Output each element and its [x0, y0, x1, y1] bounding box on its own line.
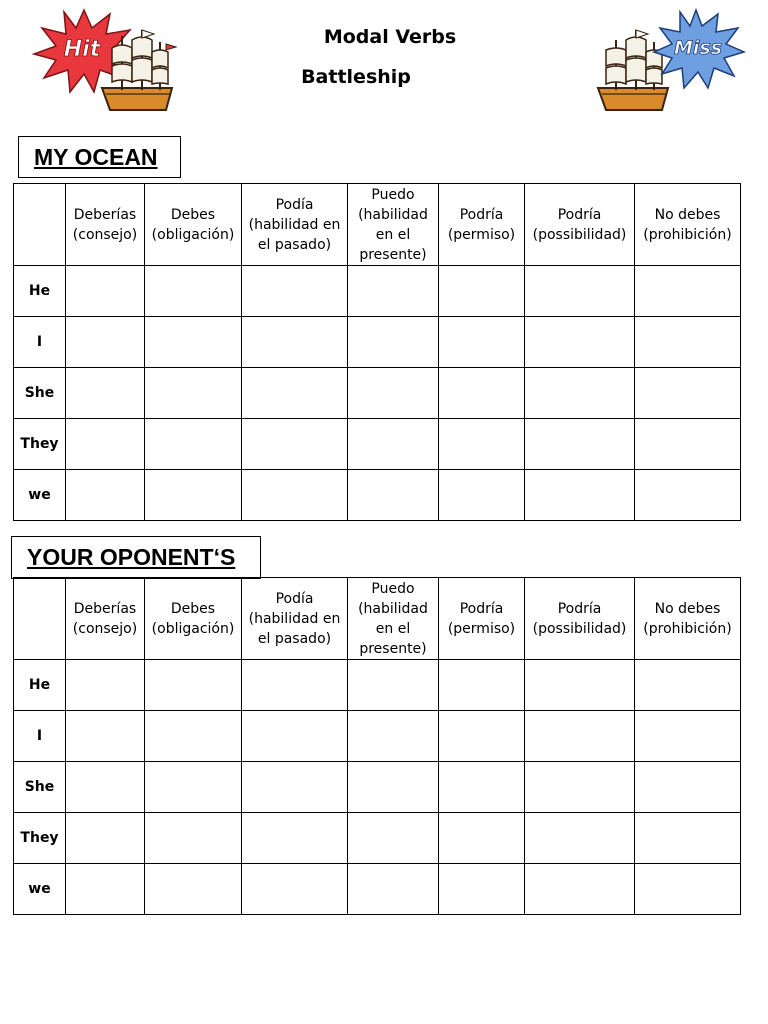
grid-cell[interactable]: [348, 711, 439, 762]
grid-cell[interactable]: [348, 470, 439, 521]
column-header: Debes (obligación): [145, 184, 242, 266]
grid-cell[interactable]: [242, 470, 348, 521]
grid-cell[interactable]: [66, 368, 145, 419]
table-row: [14, 813, 741, 864]
row-label: I: [14, 711, 66, 762]
grid-cell[interactable]: [145, 660, 242, 711]
grid-cell[interactable]: [439, 711, 525, 762]
grid-cell[interactable]: [348, 266, 439, 317]
opponent-grid: [13, 577, 741, 915]
row-label: we: [14, 470, 66, 521]
row-label: we: [14, 864, 66, 915]
grid-cell[interactable]: [145, 813, 242, 864]
hit-starburst-icon: [30, 6, 190, 118]
grid-cell[interactable]: [348, 419, 439, 470]
grid-cell[interactable]: [439, 762, 525, 813]
grid-cell[interactable]: [525, 368, 635, 419]
grid-cell[interactable]: [439, 368, 525, 419]
grid-cell[interactable]: [348, 864, 439, 915]
grid-cell[interactable]: [242, 317, 348, 368]
miss-clipart: [588, 6, 748, 118]
row-label: They: [14, 813, 66, 864]
grid-cell[interactable]: [525, 711, 635, 762]
grid-cell[interactable]: [66, 813, 145, 864]
grid-cell[interactable]: [242, 864, 348, 915]
grid-cell[interactable]: [635, 266, 741, 317]
header-row: [14, 184, 741, 266]
grid-cell[interactable]: [525, 813, 635, 864]
document-title: Modal Verbs: [323, 26, 457, 48]
grid-cell[interactable]: [145, 419, 242, 470]
grid-cell[interactable]: [635, 711, 741, 762]
grid-cell[interactable]: [635, 813, 741, 864]
column-header: Podría (possibilidad): [525, 184, 635, 266]
grid-cell[interactable]: [66, 266, 145, 317]
grid-cell[interactable]: [635, 660, 741, 711]
table-row: [14, 711, 741, 762]
grid-cell[interactable]: [348, 317, 439, 368]
grid-cell[interactable]: [242, 813, 348, 864]
grid-cell[interactable]: [242, 266, 348, 317]
grid-cell[interactable]: [635, 470, 741, 521]
grid-cell[interactable]: [439, 317, 525, 368]
grid-cell[interactable]: [242, 419, 348, 470]
miss-starburst-icon: [588, 6, 748, 118]
column-header: Podría (possibilidad): [525, 578, 635, 660]
grid-cell[interactable]: [348, 762, 439, 813]
column-header: Podía (habilidad en el pasado): [242, 184, 348, 266]
hit-clipart: [30, 6, 190, 118]
column-header: Podría (permiso): [439, 184, 525, 266]
column-header: Puedo (habilidad en el presente): [348, 184, 439, 266]
grid-cell[interactable]: [66, 419, 145, 470]
grid-cell[interactable]: [525, 317, 635, 368]
grid-cell[interactable]: [145, 711, 242, 762]
grid-cell[interactable]: [439, 660, 525, 711]
grid-cell[interactable]: [145, 470, 242, 521]
row-label: He: [14, 266, 66, 317]
grid-cell[interactable]: [635, 762, 741, 813]
column-header: No debes (prohibición): [635, 578, 741, 660]
grid-cell[interactable]: [348, 813, 439, 864]
grid-cell[interactable]: [525, 864, 635, 915]
column-header: No debes (prohibición): [635, 184, 741, 266]
grid-cell[interactable]: [242, 660, 348, 711]
grid-cell[interactable]: [145, 864, 242, 915]
grid-cell[interactable]: [145, 266, 242, 317]
table-row: [14, 368, 741, 419]
grid-cell[interactable]: [145, 762, 242, 813]
column-header: Deberías (consejo): [66, 184, 145, 266]
grid-cell[interactable]: [242, 711, 348, 762]
grid-cell[interactable]: [439, 419, 525, 470]
grid-cell[interactable]: [242, 368, 348, 419]
grid-cell[interactable]: [145, 368, 242, 419]
column-header: Podía (habilidad en el pasado): [242, 578, 348, 660]
table-row: [14, 419, 741, 470]
table-row: [14, 266, 741, 317]
column-header: Debes (obligación): [145, 578, 242, 660]
column-header: Puedo (habilidad en el presente): [348, 578, 439, 660]
grid-cell[interactable]: [242, 762, 348, 813]
column-header: Podría (permiso): [439, 578, 525, 660]
grid-cell[interactable]: [66, 317, 145, 368]
column-header: Deberías (consejo): [66, 578, 145, 660]
table-row: [14, 762, 741, 813]
header-row: [14, 578, 741, 660]
table-row: [14, 660, 741, 711]
grid-cell[interactable]: [439, 864, 525, 915]
corner-cell: [14, 184, 66, 266]
grid-cell[interactable]: [525, 660, 635, 711]
grid-cell[interactable]: [439, 266, 525, 317]
row-label: They: [14, 419, 66, 470]
grid-cell[interactable]: [66, 762, 145, 813]
grid-cell[interactable]: [525, 470, 635, 521]
my-ocean-grid: [13, 183, 741, 521]
grid-cell[interactable]: [66, 470, 145, 521]
row-label: She: [14, 762, 66, 813]
row-label: He: [14, 660, 66, 711]
grid-cell[interactable]: [439, 470, 525, 521]
corner-cell: [14, 578, 66, 660]
grid-cell[interactable]: [525, 419, 635, 470]
miss-label: Miss: [673, 37, 723, 59]
grid-cell[interactable]: [635, 368, 741, 419]
grid-cell[interactable]: [525, 762, 635, 813]
document-subtitle: Battleship: [301, 66, 411, 88]
grid-cell[interactable]: [66, 864, 145, 915]
my-ocean-heading: MY OCEAN: [18, 136, 181, 178]
table-row: [14, 317, 741, 368]
grid-cell[interactable]: [348, 368, 439, 419]
grid-cell[interactable]: [348, 660, 439, 711]
grid-cell[interactable]: [635, 864, 741, 915]
row-label: I: [14, 317, 66, 368]
grid-cell[interactable]: [145, 317, 242, 368]
table-row: [14, 470, 741, 521]
row-label: She: [14, 368, 66, 419]
grid-cell[interactable]: [66, 711, 145, 762]
grid-cell[interactable]: [525, 266, 635, 317]
sailing-ship-icon: [598, 30, 668, 110]
grid-cell[interactable]: [439, 813, 525, 864]
grid-cell[interactable]: [635, 317, 741, 368]
grid-cell[interactable]: [66, 660, 145, 711]
opponent-heading: YOUR OPONENT‘S: [11, 536, 261, 579]
grid-cell[interactable]: [635, 419, 741, 470]
hit-label: Hit: [63, 37, 101, 62]
table-row: [14, 864, 741, 915]
